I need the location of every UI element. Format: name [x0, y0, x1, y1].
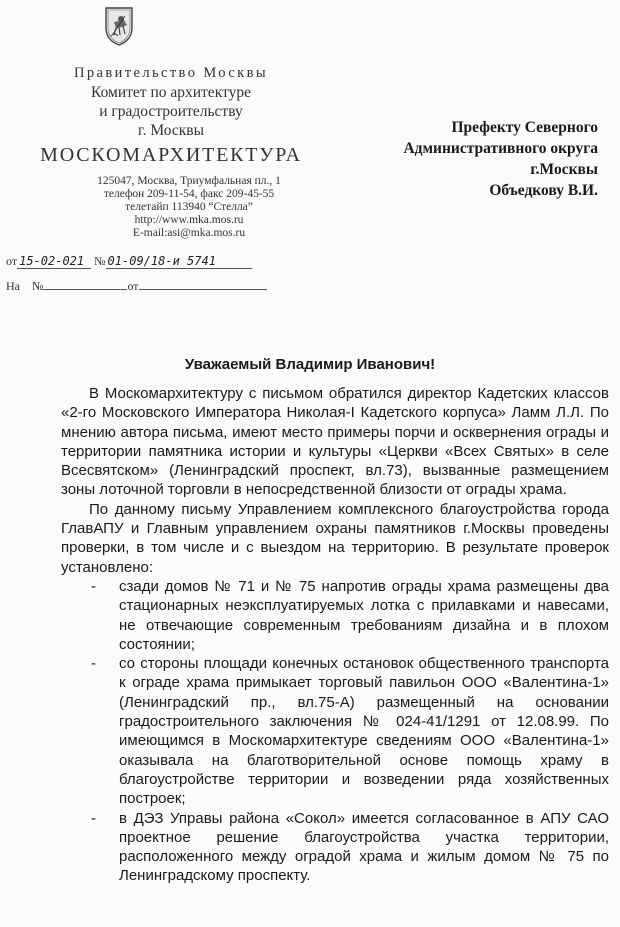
list-dash: - — [91, 655, 96, 673]
outgoing-reference — [6, 254, 252, 269]
body-paragraph: В Москомархитектуру с письмом обратился директор Кадетских классов «2-го Московского Императора Николая-I Кадетского корпуса» Ламм Л.Л. По мнению автора письма, имеют место примеры порчи и осквернения ограды и территории памятника истории и культуры «Церкви «Всех Святых» в селе Всесвятском» (Ленинградский проспект, вл.73), вызванные размещением зоны лоточной торговли в непосредственной близости от ограды храма. — [61, 385, 609, 499]
email-address: E-mail:asi@mka.mos.ru — [132, 227, 246, 239]
incoming-from-label: от — [127, 279, 139, 293]
addressee-line: Префекту Северного — [451, 119, 598, 136]
outgoing-number: 01-09/18-и 5741 — [106, 254, 252, 269]
finding-text: в ДЭЗ Управы района «Сокол» имеется согласованное в АПУ САО проектное решение благоустройства участка территории, расположенного между оградой храма и жилым домом № 75 по Ленинградскому проспекту. — [119, 809, 609, 885]
addressee-line: Административного округа — [403, 140, 598, 157]
finding-item — [61, 577, 609, 654]
incoming-on-label: На — [6, 279, 20, 293]
organization-acronym: МОСКОМАРХИТЕКТУРА — [40, 144, 302, 166]
outgoing-date: 15-02-021 — [17, 254, 91, 269]
outgoing-number-label: № — [94, 254, 106, 268]
salutation: Уважаемый Владимир Иванович! — [184, 356, 436, 373]
incoming-reference — [6, 279, 267, 294]
phone-fax: телефон 209-11-54, факс 209-45-55 — [103, 188, 275, 200]
committee-name-line2: и градостроительству — [99, 103, 243, 120]
finding-text: сзади домов № 71 и № 75 напротив ограды храма размещены два стационарных неэксплуатируемых лотка с прилавками и навесами, не отвечающие современным требованиям дизайна и в плохом состоянии; — [119, 577, 609, 653]
addressee-block — [403, 117, 598, 201]
finding-item — [61, 654, 609, 808]
finding-text: со стороны площади конечных остановок общественного транспорта к ограде храма примыкает торговый павильон ООО «Валентина-1» (Ленинградский пр., вл.75-А) размещенный на основании градостроительного заключения № 024-41/1291 от 12.08.99. По имеющимся в Москомархитектуре сведениям ООО «Валентина-1» оказывала на благотворительной основе помощь храму в благоустройстве территории и возведении ряда хозяйственных построек; — [119, 655, 609, 808]
letter-body — [61, 384, 609, 886]
postal-address: 125047, Москва, Триумфальная пл., 1 — [97, 175, 281, 187]
organization-header — [0, 64, 342, 168]
outgoing-from-label: от — [6, 254, 18, 268]
contact-block — [0, 175, 378, 240]
list-dash: - — [91, 577, 96, 595]
findings-list — [61, 577, 609, 886]
body-paragraph: По данному письму Управлением комплексного благоустройства города ГлавАПУ и Главным управлением охраны памятников г.Москвы проведены проверки, в том числе и с выездом на территорию. В результате проверок установлено: — [61, 500, 609, 576]
addressee-line: г.Москвы — [530, 161, 598, 178]
incoming-number-label: № — [32, 279, 44, 293]
committee-name-line1: Комитет по архитектуре — [91, 84, 251, 101]
addressee-name: Объедкову В.И. — [489, 182, 598, 199]
incoming-date-blank — [139, 279, 267, 290]
coat-of-arms-icon — [103, 6, 135, 46]
telex: телетайп 113940 “Стелла” — [125, 201, 253, 213]
government-name: Правительство Москвы — [74, 65, 268, 81]
incoming-number-blank — [43, 279, 127, 290]
finding-item — [61, 809, 609, 886]
website: http://www.mka.mos.ru — [134, 214, 244, 226]
list-dash: - — [91, 809, 96, 827]
city-name: г. Москвы — [137, 122, 205, 139]
